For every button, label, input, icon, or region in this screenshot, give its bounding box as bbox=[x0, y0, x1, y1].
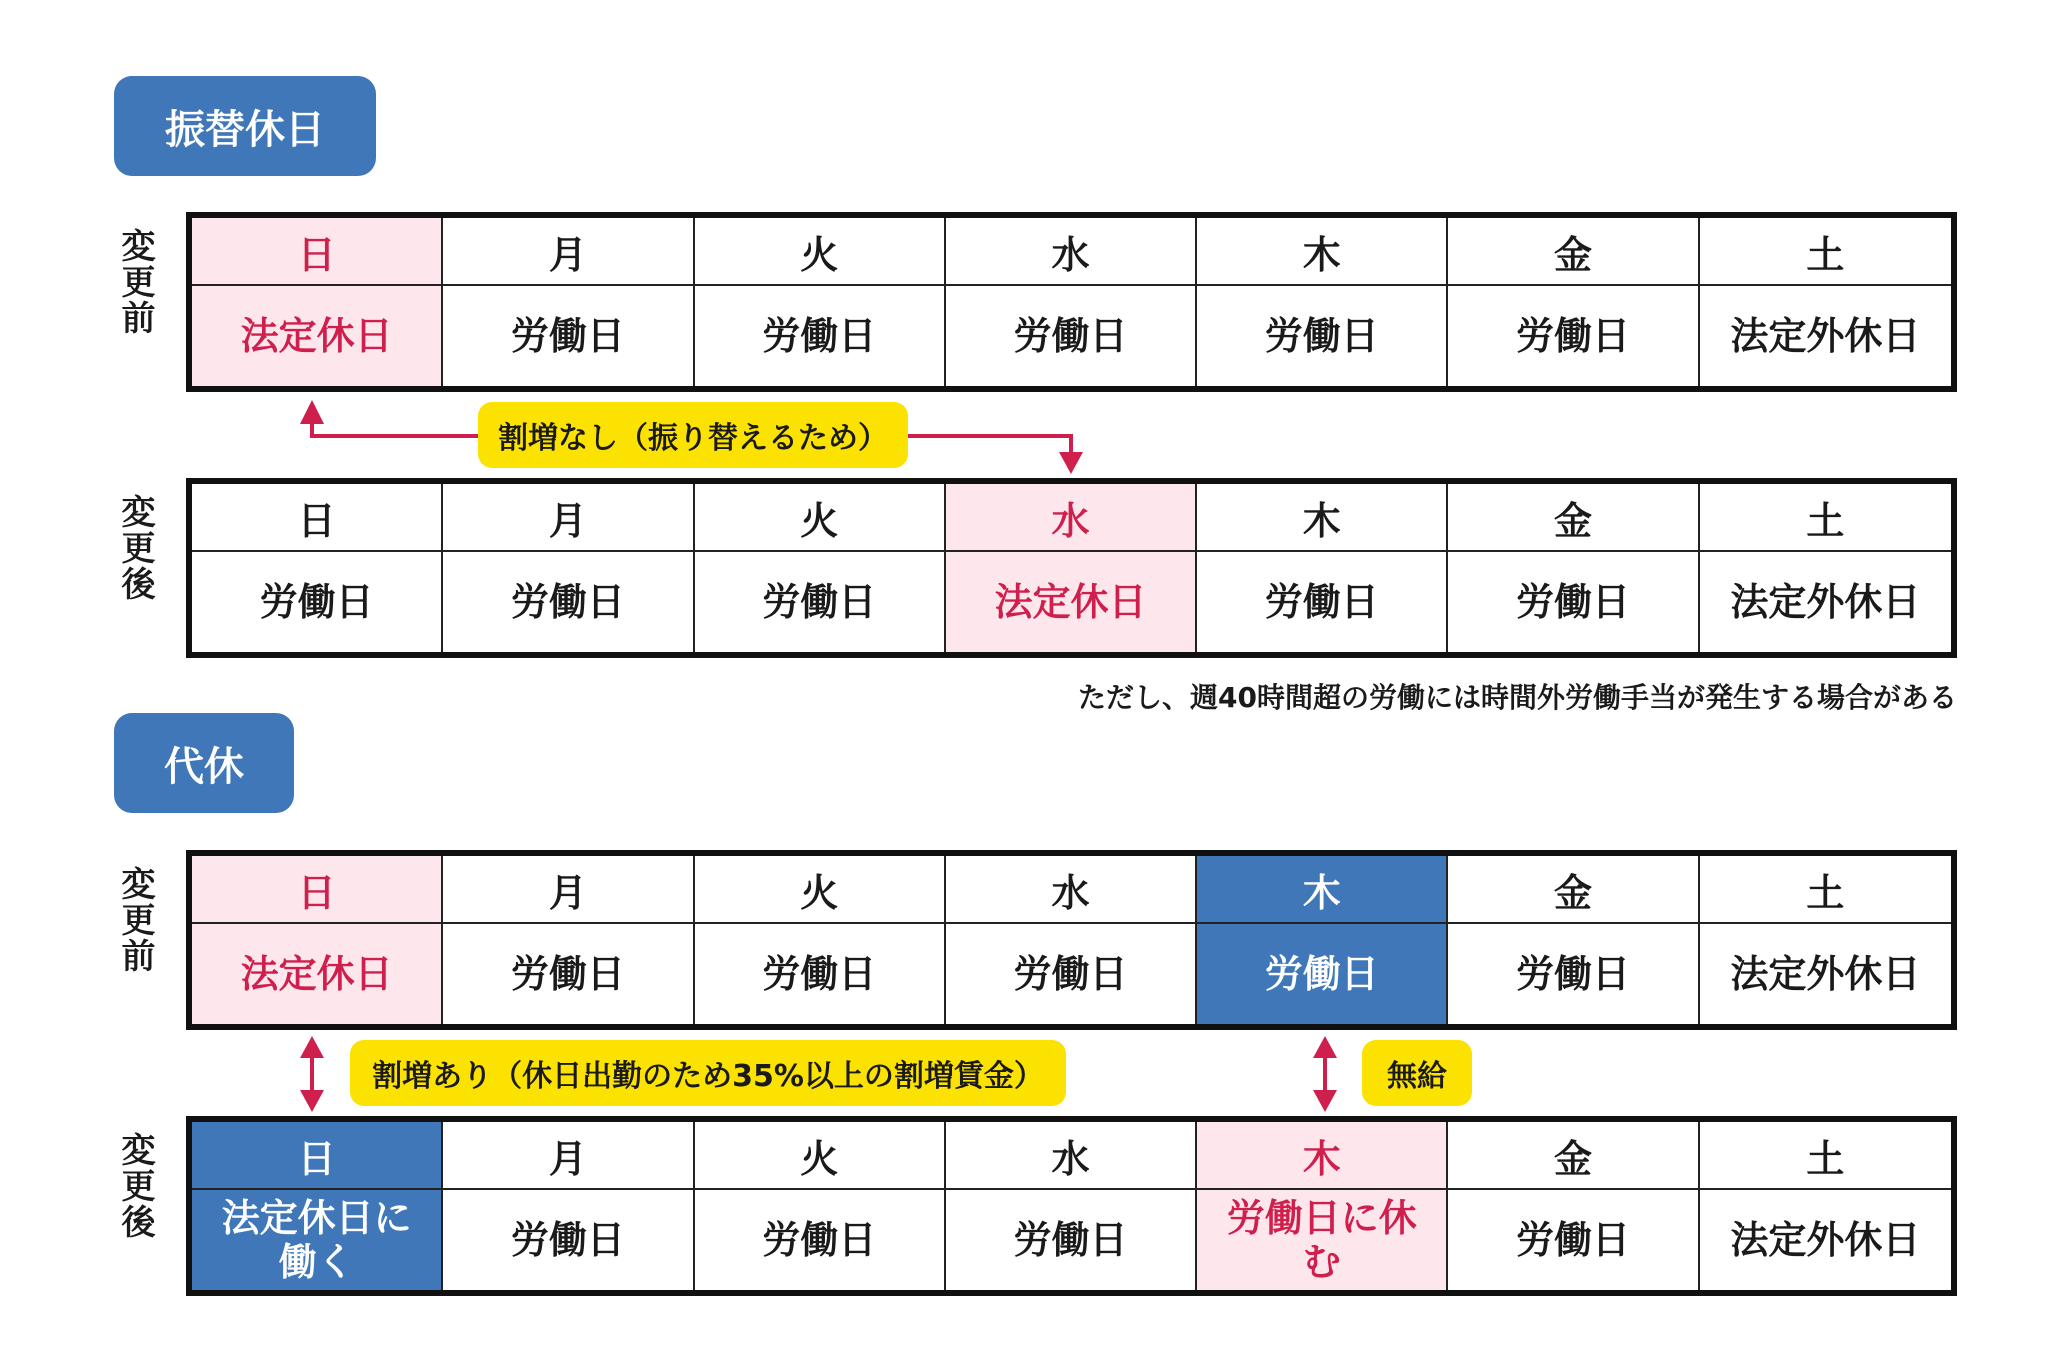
day-status: 法定外休日 bbox=[1730, 1218, 1921, 1262]
day-header: 金 bbox=[1448, 218, 1699, 286]
label-after-furikae: 変更後 bbox=[115, 494, 155, 602]
day-status: 労働日 bbox=[443, 1190, 694, 1290]
day-status: 労働日 bbox=[695, 1190, 946, 1290]
table-furikae-after bbox=[186, 478, 1957, 658]
day-status: 労働日 bbox=[443, 924, 694, 1024]
day-header: 水 bbox=[946, 1122, 1197, 1190]
day-status: 法定外休日 bbox=[1730, 314, 1921, 358]
table-daikyu-after bbox=[186, 1116, 1957, 1296]
day-status: 労働日 bbox=[1448, 924, 1699, 1024]
day-header: 月 bbox=[443, 218, 694, 286]
day-header: 月 bbox=[443, 484, 694, 552]
day-status: 労働日 bbox=[1448, 552, 1699, 652]
day-header: 月 bbox=[443, 1122, 694, 1190]
day-status: 法定休日に働く bbox=[192, 1190, 443, 1290]
arrow-up-icon bbox=[300, 400, 324, 424]
arrow-up-icon bbox=[300, 1036, 324, 1058]
day-status: 労働日 bbox=[1197, 924, 1448, 1024]
label-after-daikyu: 変更後 bbox=[115, 1132, 155, 1240]
arrow-up-icon bbox=[1313, 1036, 1337, 1058]
day-status: 労働日に休む bbox=[1197, 1190, 1448, 1290]
day-header: 木 bbox=[1197, 484, 1448, 552]
day-header: 火 bbox=[695, 218, 946, 286]
overtime-note: ただし、週40時間超の労働には時間外労働手当が発生する場合がある bbox=[1078, 681, 1957, 714]
day-header: 木 bbox=[1197, 218, 1448, 286]
day-status: 法定外休日 bbox=[1730, 580, 1921, 624]
day-status: 労働日 bbox=[443, 286, 694, 386]
callout-unpaid: 無給 bbox=[1362, 1040, 1472, 1106]
day-status: 労働日 bbox=[946, 1190, 1197, 1290]
day-header: 木 bbox=[1197, 1122, 1448, 1190]
day-status: 法定外休日 bbox=[1730, 952, 1921, 996]
day-header: 水 bbox=[946, 218, 1197, 286]
sunday-double-arrow bbox=[300, 1036, 324, 1112]
day-status: 法定休日 bbox=[192, 286, 443, 386]
table-furikae-before bbox=[186, 212, 1957, 392]
day-status: 労働日 bbox=[443, 552, 694, 652]
day-header: 火 bbox=[695, 484, 946, 552]
table-daikyu-before bbox=[186, 850, 1957, 1030]
day-header: 土 bbox=[1700, 484, 1951, 552]
day-header: 水 bbox=[946, 856, 1197, 924]
thursday-double-arrow bbox=[1313, 1036, 1337, 1112]
day-status: 労働日 bbox=[1197, 286, 1448, 386]
day-status: 労働日 bbox=[695, 552, 946, 652]
day-header: 日 bbox=[192, 484, 443, 552]
day-status: 労働日 bbox=[946, 286, 1197, 386]
arrow-down-icon bbox=[1059, 452, 1083, 474]
day-header: 日 bbox=[192, 1122, 443, 1190]
day-status: 労働日 bbox=[1448, 1190, 1699, 1290]
day-status: 労働日 bbox=[695, 286, 946, 386]
day-status: 労働日 bbox=[1197, 552, 1448, 652]
day-status: 法定休日 bbox=[946, 552, 1197, 652]
day-header: 日 bbox=[192, 218, 443, 286]
day-header: 月 bbox=[443, 856, 694, 924]
day-header: 水 bbox=[946, 484, 1197, 552]
day-status: 法定休日 bbox=[192, 924, 443, 1024]
day-header: 火 bbox=[695, 856, 946, 924]
day-header: 土 bbox=[1700, 856, 1951, 924]
day-status: 労働日 bbox=[192, 552, 443, 652]
day-status: 労働日 bbox=[946, 924, 1197, 1024]
label-before-daikyu: 変更前 bbox=[115, 866, 155, 974]
day-header: 金 bbox=[1448, 1122, 1699, 1190]
day-header: 火 bbox=[695, 1122, 946, 1190]
section-title-furikae: 振替休日 bbox=[114, 76, 376, 176]
day-header: 土 bbox=[1700, 1122, 1951, 1190]
day-status: 労働日 bbox=[1448, 286, 1699, 386]
callout-no-premium: 割増なし（振り替えるため） bbox=[478, 402, 908, 468]
day-header: 日 bbox=[192, 856, 443, 924]
arrow-down-icon bbox=[1313, 1090, 1337, 1112]
day-status: 労働日 bbox=[695, 924, 946, 1024]
day-header: 金 bbox=[1448, 856, 1699, 924]
arrow-down-icon bbox=[300, 1090, 324, 1112]
day-header: 金 bbox=[1448, 484, 1699, 552]
day-header: 木 bbox=[1197, 856, 1448, 924]
day-header: 土 bbox=[1700, 218, 1951, 286]
section-title-daikyu: 代休 bbox=[114, 713, 294, 813]
label-before-furikae: 変更前 bbox=[115, 228, 155, 336]
callout-premium: 割増あり（休日出勤のため35%以上の割増賃金） bbox=[350, 1040, 1066, 1106]
